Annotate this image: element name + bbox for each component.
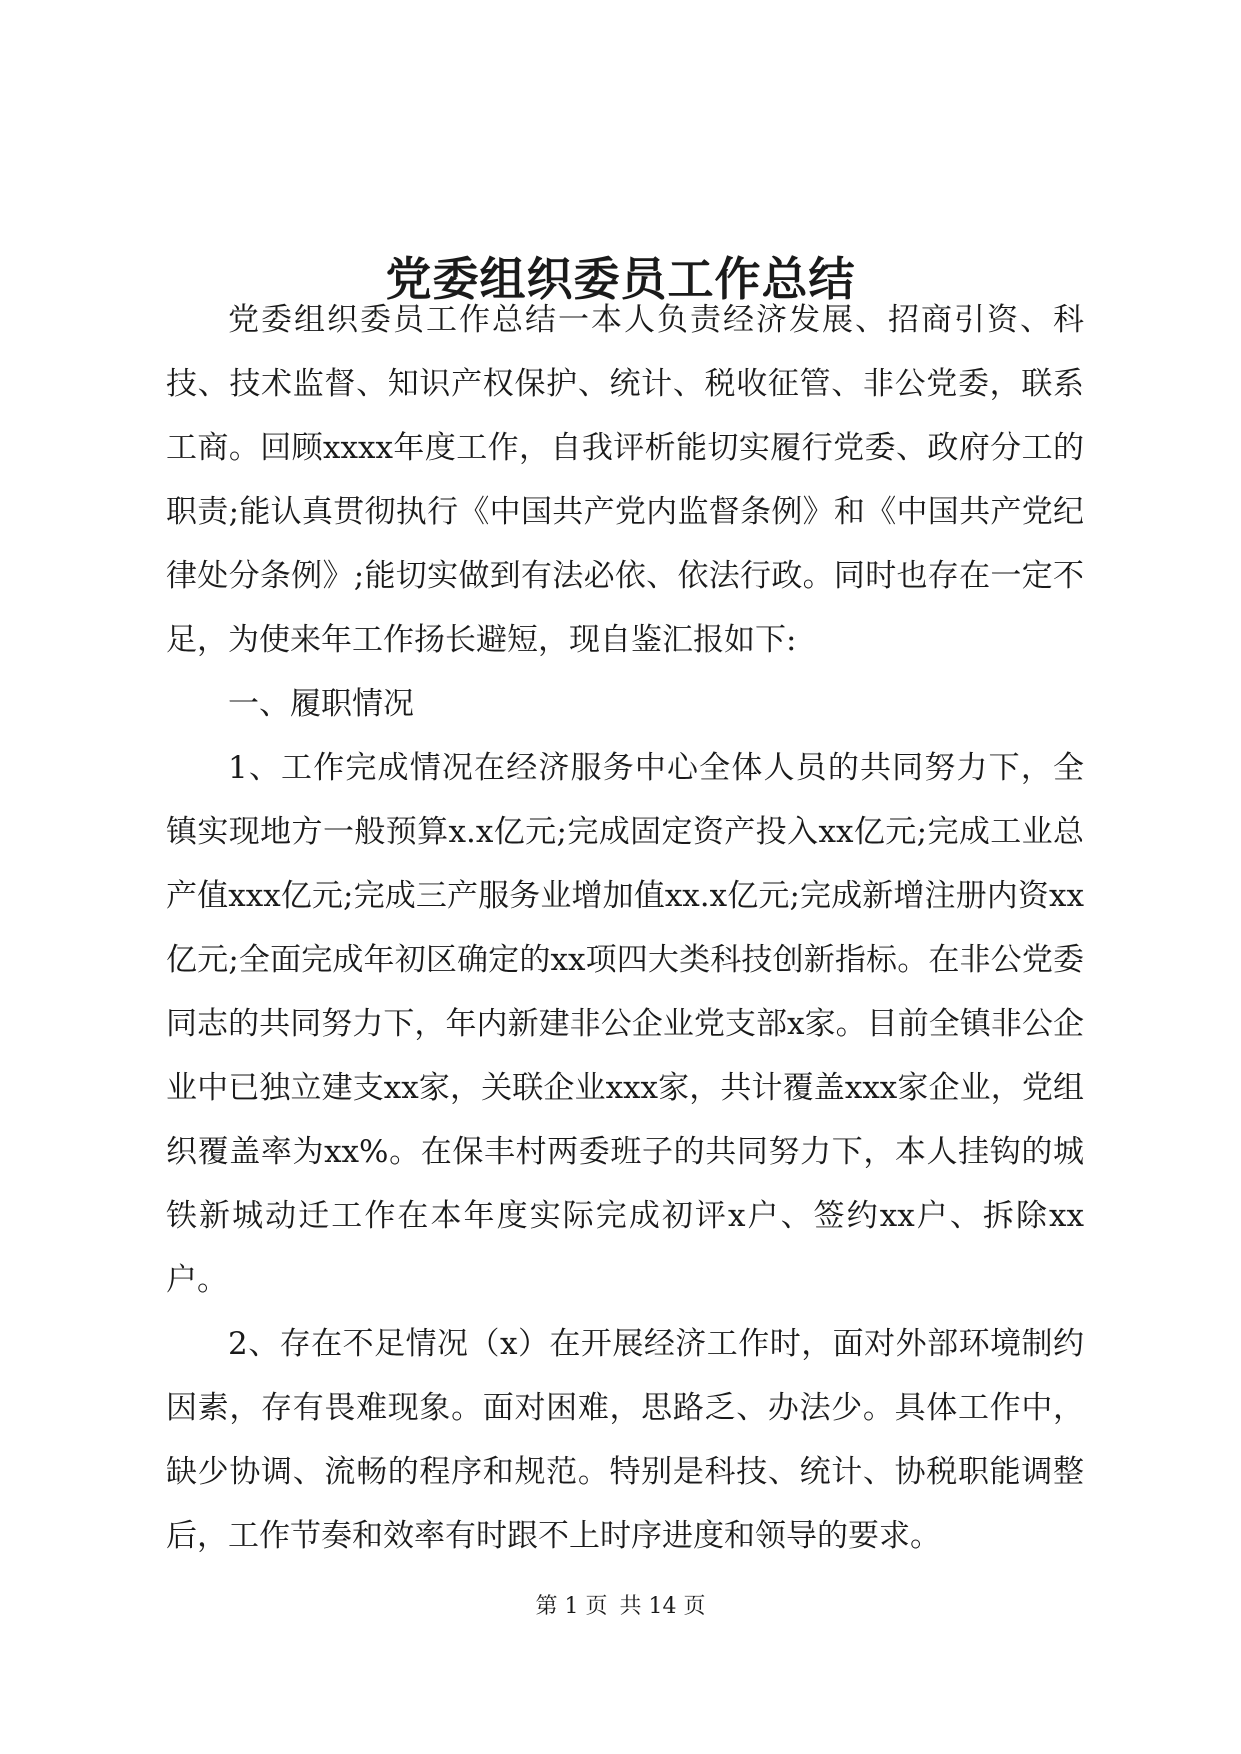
page-number: 第 1 页 <box>535 1594 608 1619</box>
paragraph-intro: 党委组织委员工作总结一本人负责经济发展、招商引资、科技、技术监督、知识产权保护、统计、税收征管、非公党委，联系工商。回顾xxxx年度工作，自我评析能切实履行党委、政府分工的职责;能认真贯彻执行《中国共产党内监督条例》和《中国共产党纪律处分条例》;能切实做到有法必依、依法行政。同时也存在一定不足，为使来年工作扬长避短，现自鉴汇报如下: <box>166 302 1084 658</box>
document-body <box>166 288 1084 1568</box>
section-heading-duty: 一、履职情况 <box>228 686 414 722</box>
paragraph-work-completion: 1、工作完成情况在经济服务中心全体人员的共同努力下，全镇实现地方一般预算x.x亿元;完成固定资产投入xx亿元;完成工业总产值xxx亿元;完成三产服务业增加值xx.x亿元;完成新增注册内资xx亿元;全面完成年初区确定的xx项四大类科技创新指标。在非公党委同志的共同努力下，年内新建非公企业党支部x家。目前全镇非公企业中已独立建支xx家，关联企业xxx家，共计覆盖xxx家企业，党组织覆盖率为xx%。在保丰村两委班子的共同努力下，本人挂钩的城铁新城动迁工作在本年度实际完成初评x户、签约xx户、拆除xx户。 <box>166 750 1084 1298</box>
page-total: 共 14 页 <box>619 1594 706 1619</box>
page-footer <box>0 1592 1241 1622</box>
document-title: 党委组织委员工作总结 <box>385 251 856 306</box>
paragraph-shortcomings: 2、存在不足情况（x）在开展经济工作时，面对外部环境制约因素，存有畏难现象。面对困难，思路乏、办法少。具体工作中，缺少协调、流畅的程序和规范。特别是科技、统计、协税职能调整后，工作节奏和效率有时跟不上时序进度和领导的要求。 <box>166 1326 1084 1554</box>
